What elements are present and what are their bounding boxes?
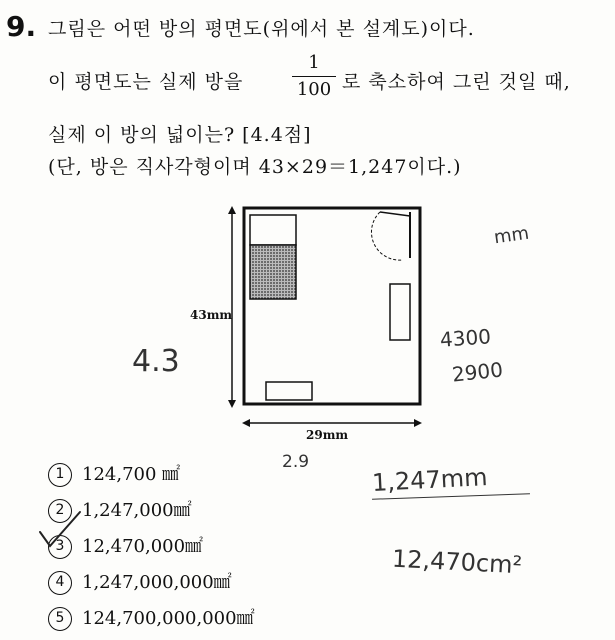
- option-1-number: 1: [48, 463, 72, 487]
- question-line-2-post: 로 축소하여 그린 것일 때,: [342, 71, 571, 93]
- option-4[interactable]: [48, 568, 232, 595]
- bed-pillow: [250, 215, 296, 245]
- handwriting-unit: mm: [492, 222, 531, 249]
- question-line-2-pre: 이 평면도는 실제 방을: [48, 71, 244, 93]
- handwriting-height-mm: 4300: [439, 324, 492, 352]
- question-line-3: 실제 이 방의 넓이는? [4.4점]: [48, 124, 312, 146]
- option-3-number: 3: [48, 535, 72, 559]
- door-swing: [371, 212, 402, 260]
- option-4-number: 4: [48, 571, 72, 595]
- option-5-text: 124,700,000,000㎟: [82, 608, 255, 629]
- bed-blanket: [250, 245, 296, 299]
- option-1[interactable]: [48, 460, 180, 487]
- desk: [266, 382, 312, 400]
- fraction-denominator: 100: [296, 79, 332, 100]
- handwriting-width: 2.9: [282, 452, 310, 472]
- handwriting-width-mm: 2900: [450, 357, 505, 387]
- check-mark-icon: [36, 508, 86, 558]
- option-1-text: 124,700 ㎟: [82, 464, 181, 485]
- question-line-1: 그림은 어떤 방의 평면도(위에서 본 설계도)이다.: [48, 18, 475, 40]
- wardrobe: [390, 284, 410, 340]
- height-label: 43mm: [190, 308, 233, 322]
- fraction-bar: [292, 76, 336, 77]
- room-walls: [244, 208, 420, 404]
- scale-fraction: [292, 52, 336, 101]
- option-2-number: 2: [48, 499, 72, 523]
- option-4-text: 1,247,000,000㎟: [82, 572, 232, 593]
- fraction-numerator: 1: [308, 52, 320, 73]
- floor-plan: [180, 198, 450, 448]
- handwriting-area-mm: 1,247mm: [371, 462, 489, 498]
- option-3-text: 12,470,000㎟: [82, 536, 204, 557]
- width-label: 29mm: [306, 428, 349, 442]
- door: [380, 212, 410, 216]
- option-5[interactable]: [48, 604, 255, 631]
- question-line-4: (단, 방은 직사각형이며 43×29＝1,247이다.): [48, 156, 462, 178]
- handwriting-height: 4.3: [132, 344, 180, 379]
- option-5-number: 5: [48, 607, 72, 631]
- option-2-text: 1,247,000㎟: [82, 500, 192, 521]
- question-number: 9.: [6, 10, 37, 43]
- handwriting-area-cm: 12,470cm²: [391, 544, 523, 580]
